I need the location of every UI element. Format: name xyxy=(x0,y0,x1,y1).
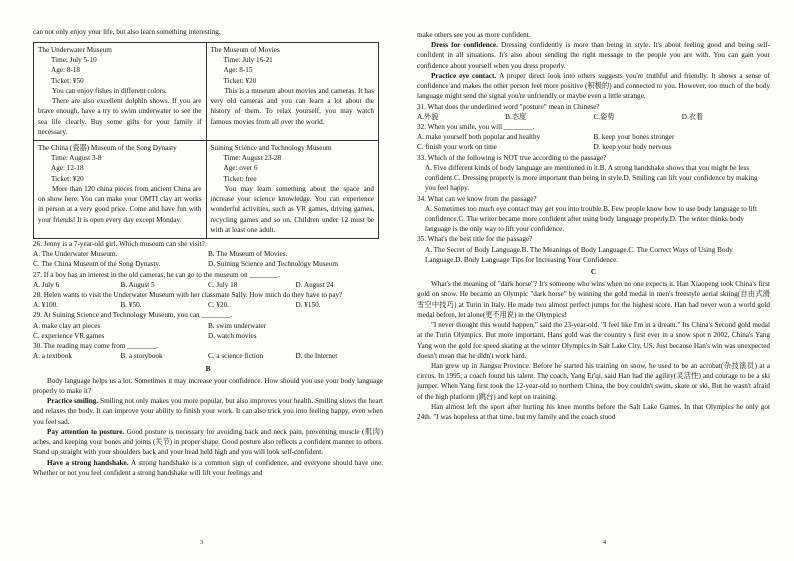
option-list xyxy=(417,112,770,122)
right-passage xyxy=(417,30,770,102)
museum-cell xyxy=(34,43,207,141)
option: A. Five different kinds of body language are mentioned in it. xyxy=(425,163,600,172)
paragraph: What's the meaning of "dark horse"? It's someone who wins when no one expects it. Han Xiaopeng took China's first gold on snow. He became an Olympic "dark horse" by winning the gold medal in men's freestyle aerial skiing(自由式滑雪空中技巧) at Turin in Italy. He made two almost perfect jumps for the highest score. Han had never won a world gold medal before, let alone(更不用说) in the Olympics! xyxy=(417,280,770,319)
museum-title: Suining Science and Technology Museum xyxy=(210,143,332,152)
option: B. A strong handshake shows that you might be less confident. xyxy=(425,163,750,183)
option: D. the Internet xyxy=(295,352,338,361)
option: B. keep your bones stronger xyxy=(593,133,675,142)
paragraph: "I never thought this would happen," said the 23-year-old. "I feel like I'm in a dream." Its China's Second gold medal at the Turin Olympics. But more important, Hans gold was the country s first ever in a snow spot n 2002, China's Yang Yang won the gold for speed skating at the winter Olympics in Salt Lake City, US. Just because Han's win was unexpected doesn't mean that he didn't work hard. xyxy=(417,321,770,360)
option: B. ¥50. xyxy=(120,301,142,310)
option: A. make yourself both popular and healthy xyxy=(417,133,541,142)
paragraph: Pay attention to posture. Good posture is necessary for avoiding back and neck pain, preventing muscle (肌肉) aches, and keeping your bones and joints (关节) in proper shape. Good posture also reflects a confident manner to others. Stand up straight with your shoulders back and your head held high and you will look self-confident. xyxy=(33,427,383,457)
paragraph: Han grew up in Jiangsu Province. Before he started his training on snow, he used to be an acrobat(杂技演员) at a circus. In 1995, a coach found his talent. The coach, Yang Er'qi, said Han had the agility(灵活性) and courage to be a ski jumper. When Yang first took the 12-year-old to northern China, the boy couldn't swim, skate or ski. But he wasn't afraid of the high platform (跳台) and kept on training. xyxy=(417,362,770,401)
museum-cell xyxy=(206,140,379,238)
option: C.姿势 xyxy=(593,112,615,121)
museum-detail: Ticket: ¥20 xyxy=(223,76,257,85)
option: A. a textbook xyxy=(33,352,72,361)
museum-description: You may learn something about the space and increase your science knowledge. You can experience wonderful activities, such as VR games, driving games, recycling games and so on. Children under 12 must be with at least one adult. xyxy=(210,184,374,234)
option-list xyxy=(33,321,383,341)
museum-detail: Ticket: ¥50 xyxy=(51,76,84,85)
option-list xyxy=(417,132,770,152)
question-stem: 29. At Suining Science and Technology Museum, you can ________. xyxy=(33,311,232,320)
museum-detail: Ticket: free xyxy=(223,174,257,183)
option: D. Smiling can lift your confidence by making you feel happy. xyxy=(425,174,758,193)
option: C. July 18 xyxy=(208,280,238,289)
option-list xyxy=(33,249,383,269)
page-number-left: 3 xyxy=(200,540,203,546)
option-list xyxy=(417,163,770,194)
question-stem: 27. If a boy has an interest in the old cameras, he can go to the museum on ________. xyxy=(33,270,280,279)
paragraph-lead: Practice smiling. xyxy=(47,397,101,406)
paragraph: Practice eye contact. A proper direct look into others suggests you're truthful and friendly. It shows a sense of confidence and makes the other person feel more positive (积极的) and connected to you. However, too much of the body language might send the signal you're unfriendly or maybe even a little strange. xyxy=(417,71,770,101)
question-stem: 34. What can we know from the passage? xyxy=(417,194,537,203)
option: C. The China Museum of the Song Dynasty. xyxy=(33,260,161,269)
paragraph-lead: Have a strong handshake. xyxy=(47,458,132,467)
option: B. Few people know how to use body language to lift confidence. xyxy=(425,204,757,223)
option: A. The Secret of Body Language. xyxy=(425,245,522,254)
option: D. Body Language Tips for Increasing Your Confidence. xyxy=(455,255,619,264)
museum-table xyxy=(33,42,379,239)
option: C. experience VR games xyxy=(33,331,105,340)
museum-detail: Age: 8-15 xyxy=(223,66,253,75)
question-stem: 31. What does the underlined word "posture" mean in Chinese? xyxy=(417,102,600,111)
paragraph-lead: Dress for confidence. xyxy=(431,41,502,50)
section-b-heading: B xyxy=(205,364,211,373)
question-stem: 26. Jenny is a 7-year-old girl. Which museum can she visit? xyxy=(33,239,205,248)
option-list xyxy=(33,351,383,361)
option: C. The writer became more confident after using body language properly. xyxy=(458,214,670,223)
option: C. The Correct Ways of Using Body Language. xyxy=(425,245,733,264)
museum-detail: Ticket: ¥20 xyxy=(51,174,84,183)
option: D. The writer thinks body language is the only way to lift your confidence. xyxy=(425,214,745,234)
museum-detail: Time: July 16-21 xyxy=(223,56,273,65)
paragraph: Dress for confidence. Dressing confidently is more than being in style. It's about feeling good and being self-confident in all situations. It's also about sending the right message to the people you are with. You can gain your confidence about yourself when you dress properly. xyxy=(417,41,770,70)
museum-description: There are also excellent dolphin shows. If you are brave enough, have a try to swim underwater to see the sea life clearly. Buy some gifts for your family if necessary. xyxy=(38,97,202,136)
question-stem: 35. What's the best title for the passage? xyxy=(417,235,533,244)
option: C. finish your work on time xyxy=(417,143,497,152)
option: A. July 6 xyxy=(33,280,60,289)
paragraph: Han almost left the sport after hurting his knee months before the Salt Lake Games. In that Olympics he only got 24th. "I was hopeless at that time, but my family and the coach stood xyxy=(417,402,770,422)
museum-cell xyxy=(206,43,379,141)
option: B. The Museum of Movies. xyxy=(208,250,288,259)
option: B. swim underwater xyxy=(208,321,267,330)
section-c-heading: C xyxy=(590,268,597,277)
option-list xyxy=(33,300,383,310)
page-number-right: 4 xyxy=(603,540,606,546)
paragraph: Have a strong handshake. A strong handshake is a common sign of confidence, and everyone should have one. Whether or not you feel confident a strong handshake will lift your feelings and xyxy=(33,458,383,477)
option: B. The Meanings of Body Language. xyxy=(521,245,629,254)
museum-detail: Age: over 6 xyxy=(223,164,258,173)
right-questions xyxy=(417,102,770,266)
museum-detail: Time: August 23-28 xyxy=(223,154,282,163)
option: D. keep your body nervous xyxy=(593,143,672,152)
option: A.外貌 xyxy=(417,112,439,121)
left-questions xyxy=(33,239,383,362)
museum-detail: Time: August 3-8 xyxy=(51,154,102,163)
option-list xyxy=(417,245,770,265)
right-page xyxy=(417,30,770,422)
option-list xyxy=(417,204,770,235)
museum-detail: Age: 12-18 xyxy=(51,164,84,173)
option: B.态度 xyxy=(505,112,527,121)
option: C. Dressing properly is more important than being in style. xyxy=(453,174,624,183)
question-stem: 32. When you smile, you will ________. xyxy=(417,122,535,131)
option: D.衣着 xyxy=(681,112,704,121)
option: D. watch movies xyxy=(208,331,257,340)
question-stem: 30. The reading may come from ________. xyxy=(33,342,158,351)
museum-detail: Time: July 5-10 xyxy=(51,56,97,65)
museum-description: This is a museum about movies and cameras. It has very old cameras and you can learn a lot about the history of them. To relax yourself, you may watch famous movies from all over the world. xyxy=(210,86,374,126)
option: D. Suining Science and Technology Museum xyxy=(208,260,338,269)
option: A. Sometimes too much eye contact may get you into trouble. xyxy=(425,204,604,213)
paragraph: make others see you as more confident. xyxy=(417,31,531,39)
paragraph-lead: Pay attention to posture. xyxy=(47,427,127,436)
option: C. a science fiction xyxy=(208,352,264,361)
option: C. ¥20. xyxy=(208,301,229,310)
museum-description: You can enjoy fishes in different colors. xyxy=(52,86,167,95)
option: B. a storybook xyxy=(120,352,163,361)
question-stem: 28. Helen wants to visit the Underwater Museum with her classmate Sally. How much do they have to pay? xyxy=(33,291,343,300)
museum-cell xyxy=(34,140,207,238)
option: A. make clay art pieces xyxy=(33,321,101,330)
option: D. ¥150. xyxy=(295,301,321,310)
paragraph: Practice smiling. Smiling not only makes you more popular, but also improves your health. Smiling slows the heart and relaxes the body. It can improve your ability to finish your work. It can also trick you into feeling happy, even when you feel sad. xyxy=(33,397,383,426)
option: B. August 5 xyxy=(120,280,155,289)
museum-title: The Museum of Movies xyxy=(210,46,280,54)
passage-c xyxy=(417,279,770,422)
option: A. ¥100. xyxy=(33,301,58,310)
question-stem: 33. Which of the following is NOT true according to the passage? xyxy=(417,153,607,162)
option: A. The Underwater Museum. xyxy=(33,250,118,259)
option-list xyxy=(33,280,383,290)
paragraph: Body language helps us a lot. Sometimes it may increase your confidence. How should you use your body language properly to make it? xyxy=(33,376,383,395)
museum-description: More than 120 china pieces from ancient China are on show here. You can make your OMTI clay art works in person at a very good price. Come and have fun with your friends! It is open every day except Monday. xyxy=(38,184,202,224)
museum-title: The China (瓷器) Museum of the Song Dynasty xyxy=(38,143,177,152)
museum-detail: Age: 8-18 xyxy=(51,66,80,75)
museum-title: The Underwater Museum xyxy=(38,46,112,54)
left-page xyxy=(33,30,383,478)
option: D. August 24 xyxy=(295,280,334,289)
paragraph-lead: Practice eye contact. xyxy=(431,71,500,80)
left-passage xyxy=(33,376,383,478)
intro-line: can not only enjoy your life, but also learn something interesting. xyxy=(33,28,221,36)
